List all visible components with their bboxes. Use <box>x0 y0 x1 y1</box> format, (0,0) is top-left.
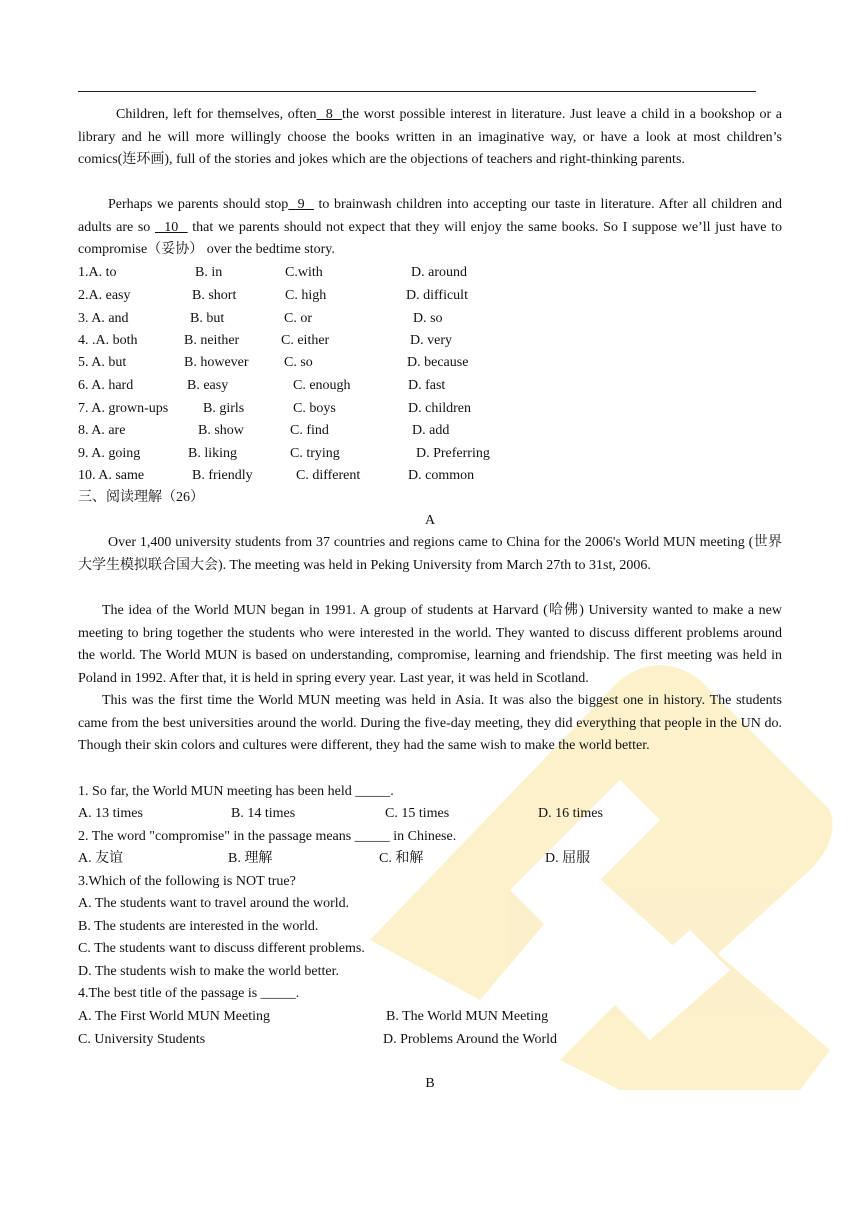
option-b: B. The World MUN Meeting <box>386 1009 549 1024</box>
option-a: 3. A. and <box>78 311 129 326</box>
option-b: B. 14 times <box>231 806 296 821</box>
option-d: D. because <box>407 355 469 370</box>
option-d: D. 16 times <box>538 806 603 821</box>
option-a: 4. .A. both <box>78 333 138 348</box>
option-c: C. so <box>284 355 313 370</box>
option-c: C. or <box>284 311 312 326</box>
option-c: C. University Students <box>78 1032 206 1047</box>
option-b: B. show <box>198 423 244 438</box>
option-a: A. The students want to travel around the world. <box>78 896 350 911</box>
option-b: B. in <box>195 265 223 280</box>
cloze-p2-middle: to brainwash children into accepting our taste in literature. After all children and adults are so <box>78 197 782 235</box>
option-d: D. Preferring <box>416 446 490 461</box>
option-b: B. neither <box>184 333 240 348</box>
option-d: D. add <box>412 423 450 438</box>
cloze-paragraph-2 <box>78 194 782 262</box>
option-row <box>78 352 782 374</box>
option-d: D. The students wish to make the world better. <box>78 964 340 979</box>
option-row <box>78 443 782 465</box>
option-a: 9. A. going <box>78 446 141 461</box>
option-c: C. boys <box>293 401 336 416</box>
option-a: 8. A. are <box>78 423 126 438</box>
option-d: D. very <box>410 333 452 348</box>
option-row <box>78 375 782 397</box>
option-a: 2.A. easy <box>78 288 131 303</box>
option-b: B. liking <box>188 446 238 461</box>
passage-a-label: A <box>424 513 436 528</box>
cloze-p1-before: Children, left for themselves, often <box>116 107 317 122</box>
cloze-paragraph-1 <box>78 104 782 172</box>
question-2-options <box>78 848 782 870</box>
question-4-options-row-1 <box>78 1006 782 1028</box>
option-b: B. 理解 <box>228 851 273 866</box>
option-d: D. around <box>411 265 467 280</box>
question-1-options <box>78 803 782 825</box>
cloze-p2-before: Perhaps we parents should stop <box>108 197 289 212</box>
option-c: C. 15 times <box>385 806 450 821</box>
option-d: D. difficult <box>406 288 468 303</box>
option-b: B. but <box>190 311 225 326</box>
question-4-options-row-2 <box>78 1029 782 1051</box>
option-b: B. however <box>184 355 249 370</box>
option-d: D. so <box>413 311 443 326</box>
cloze-p1-after: the worst possible interest in literature. Just leave a child in a bookshop or a library and he will more willingly choose the books written in an imaginative way, or have a look at most children’s comics(连环画), full of the stories and jokes which are the objections of teachers and right-thinking parents. <box>78 107 782 168</box>
option-row <box>78 285 782 307</box>
option-c: C. trying <box>290 446 340 461</box>
question-1-stem: 1. So far, the World MUN meeting has been held _____. <box>78 784 394 799</box>
blank-10: 10 <box>154 219 188 235</box>
option-b: B. easy <box>187 378 229 393</box>
option-c: C. different <box>296 468 361 483</box>
option-row <box>78 308 782 330</box>
option-c: C. high <box>285 288 327 303</box>
option-row <box>78 420 782 442</box>
option-d: D. 屈服 <box>545 851 591 866</box>
option-b: B. short <box>192 288 237 303</box>
section-heading: 三、阅读理解（26） <box>78 490 204 505</box>
passage-b-label: B <box>425 1076 435 1091</box>
question-2-stem: 2. The word "compromise" in the passage means _____ in Chinese. <box>78 829 457 844</box>
option-b: B. friendly <box>192 468 253 483</box>
cloze-p2-after: that we parents should not expect that they will enjoy the same books. So I suppose we’ll just have to compromise（妥协） over the bedtime story. <box>78 219 783 258</box>
option-a: 10. A. same <box>78 468 145 483</box>
blank-8: 8 <box>316 107 342 122</box>
option-d: D. common <box>408 468 475 483</box>
option-a: A. 13 times <box>78 806 143 821</box>
option-c: C. find <box>290 423 329 438</box>
passage-a-paragraph-3: This was the first time the World MUN meeting was held in Asia. It was also the biggest one in history. The students came from the best universities around the world. During the five-day meeting, they did everything that people in the UN do. Though their skin colors and cultures were different, they had the same wish to make the world better. <box>78 693 782 754</box>
option-a: 1.A. to <box>78 265 117 280</box>
option-a: A. The First World MUN Meeting <box>78 1009 271 1024</box>
option-a: 7. A. grown-ups <box>78 401 169 416</box>
option-c: C. enough <box>293 378 351 393</box>
option-a: A. 友谊 <box>78 851 124 866</box>
option-d: D. fast <box>408 378 446 393</box>
passage-a-paragraph-2: The idea of the World MUN began in 1991. A group of students at Harvard (哈佛) University wanted to make a new meeting to bring together the students who were interested in the world. They wanted to discuss different problems around the world. The World MUN is based on understanding, compromise, learning and friendship. The first meeting was held in Poland in 1992. After that, it is held in spring every year. Last year, it was held in Scotland. <box>78 603 782 686</box>
question-3-stem: 3.Which of the following is NOT true? <box>78 874 296 889</box>
option-c: C.with <box>285 265 323 280</box>
option-b: B. girls <box>203 401 245 416</box>
option-c: C. The students want to discuss different problems. <box>78 941 365 956</box>
top-rule <box>78 91 756 92</box>
blank-9: 9 <box>288 197 314 212</box>
option-row <box>78 465 782 487</box>
option-c: C. either <box>281 333 330 348</box>
option-d: D. Problems Around the World <box>383 1032 557 1047</box>
option-row <box>78 262 782 284</box>
option-a: 5. A. but <box>78 355 127 370</box>
option-c: C. 和解 <box>379 851 424 866</box>
question-4-stem: 4.The best title of the passage is _____. <box>78 986 300 1001</box>
option-b: B. The students are interested in the world. <box>78 919 319 934</box>
passage-a-paragraph-1: Over 1,400 university students from 37 countries and regions came to China for the 2006's World MUN meeting (世界大学生模拟联合国大会). The meeting was held in Peking University from March 27th to 31st, 2006. <box>78 535 782 573</box>
option-row <box>78 330 782 352</box>
option-row <box>78 398 782 420</box>
option-d: D. children <box>408 401 471 416</box>
option-a: 6. A. hard <box>78 378 134 393</box>
